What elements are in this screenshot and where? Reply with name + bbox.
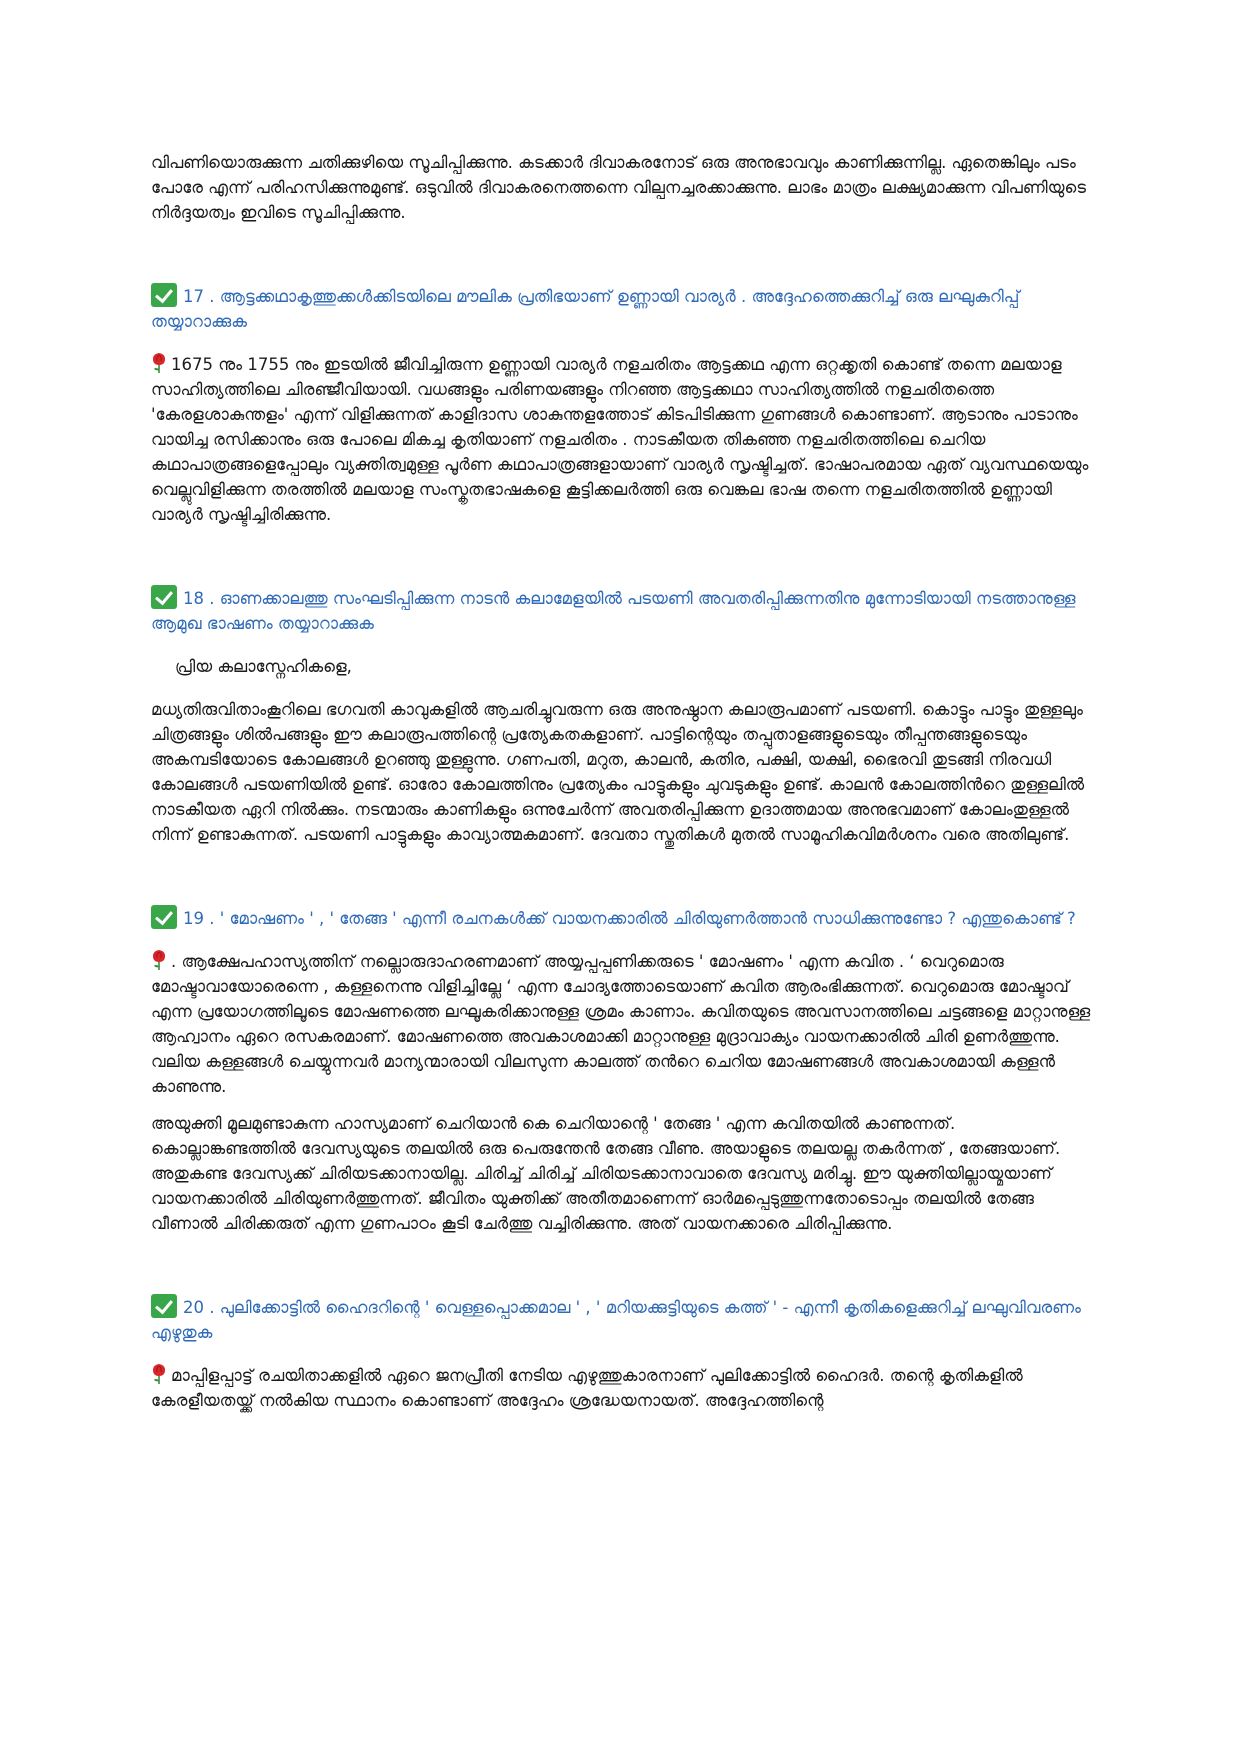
check-box-icon	[151, 1294, 177, 1318]
check-box-icon	[151, 283, 177, 307]
question-17-section	[151, 283, 1101, 527]
intro-paragraph: വിപണിയൊരുക്കുന്ന ചതിക്കുഴിയെ സൂചിപ്പിക്കുന്നു. കടക്കാർ ദിവാകരനോട് ഒരു അനുഭാവവും കാണിക്കുന്നില്ല. ഏതെങ്കിലും പടം പോരേ എന്ന് പരിഹസിക്കുന്നുമുണ്ട്. ഒടുവിൽ ദിവാകരനെത്തന്നെ വില്പനച്ചരക്കാക്കുന്നു. ലാഭം മാത്രം ലക്ഷ്യമാക്കുന്ന വിപണിയുടെ നിർദ്ദയത്വം ഇവിടെ സൂചിപ്പിക്കുന്നു.	[151, 153, 1086, 222]
question-17-heading	[151, 283, 1101, 334]
answer-18-paragraph: മധ്യതിരുവിതാംകൂറിലെ ഭഗവതി കാവുകളിൽ ആചരിച്ചുവരുന്ന ഒരു അനുഷ്ഠാന കലാരൂപമാണ് പടയണി. കൊട്ടും പാട്ടും തുള്ളലും ചിത്രങ്ങളും ശിൽപങ്ങളും ഈ കലാരൂപത്തിന്റെ പ്രത്യേകതകളാണ്. പാട്ടിന്റെയും തപ്പുതാളങ്ങളുടെയും തീപ്പന്തങ്ങളുടെയും അകമ്പടിയോടെ കോലങ്ങൾ ഉറഞ്ഞു തുള്ളുന്നു. ഗണപതി, മറുത, കാലൻ, കതിര, പക്ഷി, യക്ഷി, ഭൈരവി തുടങ്ങി നിരവധി കോലങ്ങൾ പടയണിയിൽ ഉണ്ട്. ഓരോ കോലത്തിനും പ്രത്യേകം പാട്ടുകളും ചുവടുകളും ഉണ്ട്. കാലൻ കോലത്തിൻറെ തുള്ളലിൽ നാടകീയത ഏറി നിൽക്കും. നടന്മാരും കാണികളും ഒന്നുചേർന്ന് അവതരിപ്പിക്കുന്ന ഉദാത്തമായ അനുഭവമാണ് കോലംതുള്ളൽ നിന്ന് ഉണ്ടാകുന്നത്. പടയണി പാട്ടുകളും കാവ്യാത്മകമാണ്. ദേവതാ സ്തുതികൾ മുതൽ സാമൂഹികവിമർശനം വരെ അതിലുണ്ട്.	[151, 700, 1085, 844]
question-20-section	[151, 1294, 1101, 1413]
salutation: പ്രിയ കലാസ്നേഹികളെ,	[175, 657, 352, 676]
document-content	[151, 150, 1101, 1413]
answer-19-paragraph-1	[151, 949, 1101, 1099]
question-19-heading	[151, 905, 1101, 931]
rose-icon	[151, 352, 167, 374]
question-20-heading	[151, 1294, 1101, 1345]
rose-icon	[151, 949, 167, 971]
answer-17-paragraph	[151, 352, 1101, 527]
rose-icon	[151, 1363, 167, 1385]
check-box-icon	[151, 585, 177, 609]
answer-17-text: 1675 നും 1755 നും ഇടയിൽ ജീവിച്ചിരുന്ന ഉണ്ണായി വാര്യർ നളചരിതം ആട്ടക്കഥ എന്ന ഒറ്റക്കൃതി കൊണ്ട് തന്നെ മലയാള സാഹിത്യത്തിലെ ചിരഞ്ജീവിയായി. വധങ്ങളും പരിണയങ്ങളും നിറഞ്ഞ ആട്ടക്കഥാ സാഹിത്യത്തിൽ നളചരിതത്തെ 'കേരളശാകുന്തളം' എന്ന് വിളിക്കുന്നത് കാളിദാസ ശാകുന്തളത്തോട് കിടപിടിക്കുന്ന ഗുണങ്ങൾ കൊണ്ടാണ്. ആടാനും പാടാനും വായിച്ച രസിക്കാനും ഒരു പോലെ മികച്ച കൃതിയാണ് നളചരിതം . നാടകീയത തികഞ്ഞ നളചരിതത്തിലെ ചെറിയ കഥാപാത്രങ്ങളെപ്പോലും വ്യക്തിത്വമുള്ള പൂർണ കഥാപാത്രങ്ങളായാണ് വാര്യർ സൃഷ്ടിച്ചത്. ഭാഷാപരമായ ഏത് വ്യവസ്ഥയെയും വെല്ലുവിളിക്കുന്ന തരത്തിൽ മലയാള സംസ്കൃതഭാഷകളെ കൂട്ടിക്കലർത്തി ഒരു വെങ്കല ഭാഷ തന്നെ നളചരിതത്തിൽ ഉണ്ണായി വാര്യർ സൃഷ്ടിച്ചിരിക്കുന്നു.	[151, 355, 1089, 524]
answer-20-text: മാപ്പിളപ്പാട്ട് രചയിതാക്കളിൽ ഏറെ ജനപ്രീതി നേടിയ എഴുത്തുകാരനാണ് പുലിക്കോട്ടിൽ ഹൈദർ. തന്റെ കൃതികളിൽ കേരളീയതയ്ക്ക് നൽകിയ സ്ഥാനം കൊണ്ടാണ് അദ്ദേഹം ശ്രദ്ധേയനായത്. അദ്ദേഹത്തിന്റെ	[151, 1366, 1023, 1410]
question-18-heading	[151, 585, 1101, 636]
answer-19-text-1: . ആക്ഷേപഹാസ്യത്തിന് നല്ലൊരുദാഹരണമാണ് അയ്യപ്പപ്പണിക്കരുടെ ' മോഷണം ' എന്ന കവിത . ‘ വെറുമൊരു മോഷ്ടാവായോരെന്നെ , കള്ളനെന്നു വിളിച്ചില്ലേ ‘ എന്ന ചോദ്യത്തോടെയാണ് കവിത ആരംഭിക്കുന്നത്. വെറുമൊരു മോഷ്ടാവ് എന്ന പ്രയോഗത്തിലൂടെ മോഷണത്തെ ലഘൂകരിക്കാനുള്ള ശ്രമം കാണാം. കവിതയുടെ അവസാനത്തിലെ ചട്ടങ്ങളെ മാറ്റാനുള്ള ആഹ്വാനം ഏറെ രസകരമാണ്. മോഷണത്തെ അവകാശമാക്കി മാറ്റാനുള്ള മുദ്രാവാക്യം വായനക്കാരിൽ ചിരി ഉണർത്തുന്നു. വലിയ കള്ളങ്ങൾ ചെയ്യുന്നവർ മാന്യന്മാരായി വിലസുന്ന കാലത്ത് തൻറെ ചെറിയ മോഷണങ്ങൾ അവകാശമായി കള്ളൻ കാണുന്നു.	[151, 952, 1091, 1096]
question-19-text: 19 . ' മോഷണം ' , ' തേങ്ങ ' എന്നീ രചനകൾക്ക് വായനക്കാരിൽ ചിരിയുണർത്താൻ സാധിക്കുന്നുണ്ടോ ? എന്തുകൊണ്ട് ?	[183, 909, 1076, 928]
answer-19-paragraph-2: അയുക്തി മൂലമുണ്ടാകുന്ന ഹാസ്യമാണ് ചെറിയാൻ കെ ചെറിയാന്റെ ' തേങ്ങ ' എന്ന കവിതയിൽ കാണുന്നത്. കൊല്ലാങ്കണ്ടത്തിൽ ദേവസ്യയുടെ തലയിൽ ഒരു പെരുന്തേൻ തേങ്ങ വീണു. അയാളുടെ തലയല്ല തകർന്നത് , തേങ്ങയാണ്. അതുകണ്ട ദേവസ്യക്ക് ചിരിയടക്കാനായില്ല. ചിരിച്ച് ചിരിച്ച് ചിരിയടക്കാനാവാതെ ദേവസ്യ മരിച്ചു. ഈ യുക്തിയില്ലായ്മയാണ് വായനക്കാരിൽ ചിരിയുണർത്തുന്നത്. ജീവിതം യുക്തിക്ക് അതീതമാണെന്ന് ഓർമപ്പെടുത്തുന്നതോടൊപ്പം തലയിൽ തേങ്ങ വീണാൽ ചിരിക്കരുത് എന്ന ഗുണപാഠം കൂടി ചേർത്തു വച്ചിരിക്കുന്നു. അത് വായനക്കാരെ ചിരിപ്പിക്കുന്നു.	[151, 1114, 1061, 1233]
question-18-section	[151, 585, 1101, 847]
answer-20-paragraph	[151, 1363, 1101, 1413]
question-20-text: 20 . പുലിക്കോട്ടിൽ ഹൈദറിന്റെ ' വെള്ളപ്പൊക്കമാല ' , ' മറിയക്കുട്ടിയുടെ കത്ത് ' - എന്നീ കൃതികളെക്കുറിച്ച് ലഘുവിവരണം എഴുതുക	[151, 1298, 1081, 1342]
question-18-text: 18 . ഓണക്കാലത്തു സംഘടിപ്പിക്കുന്ന നാടൻ കലാമേളയിൽ പടയണി അവതരിപ്പിക്കുന്നതിനു മുന്നോടിയായി നടത്താനുള്ള ആമുഖ ഭാഷണം തയ്യാറാക്കുക	[151, 589, 1076, 633]
question-19-section	[151, 905, 1101, 1236]
check-box-icon	[151, 905, 177, 929]
question-17-text: 17 . ആട്ടക്കഥാകൃത്തുക്കൾക്കിടയിലെ മൗലിക പ്രതിഭയാണ് ഉണ്ണായി വാര്യർ . അദ്ദേഹത്തെക്കുറിച്ച് ഒരു ലഘുകുറിപ്പ് തയ്യാറാക്കുക	[151, 287, 1020, 331]
